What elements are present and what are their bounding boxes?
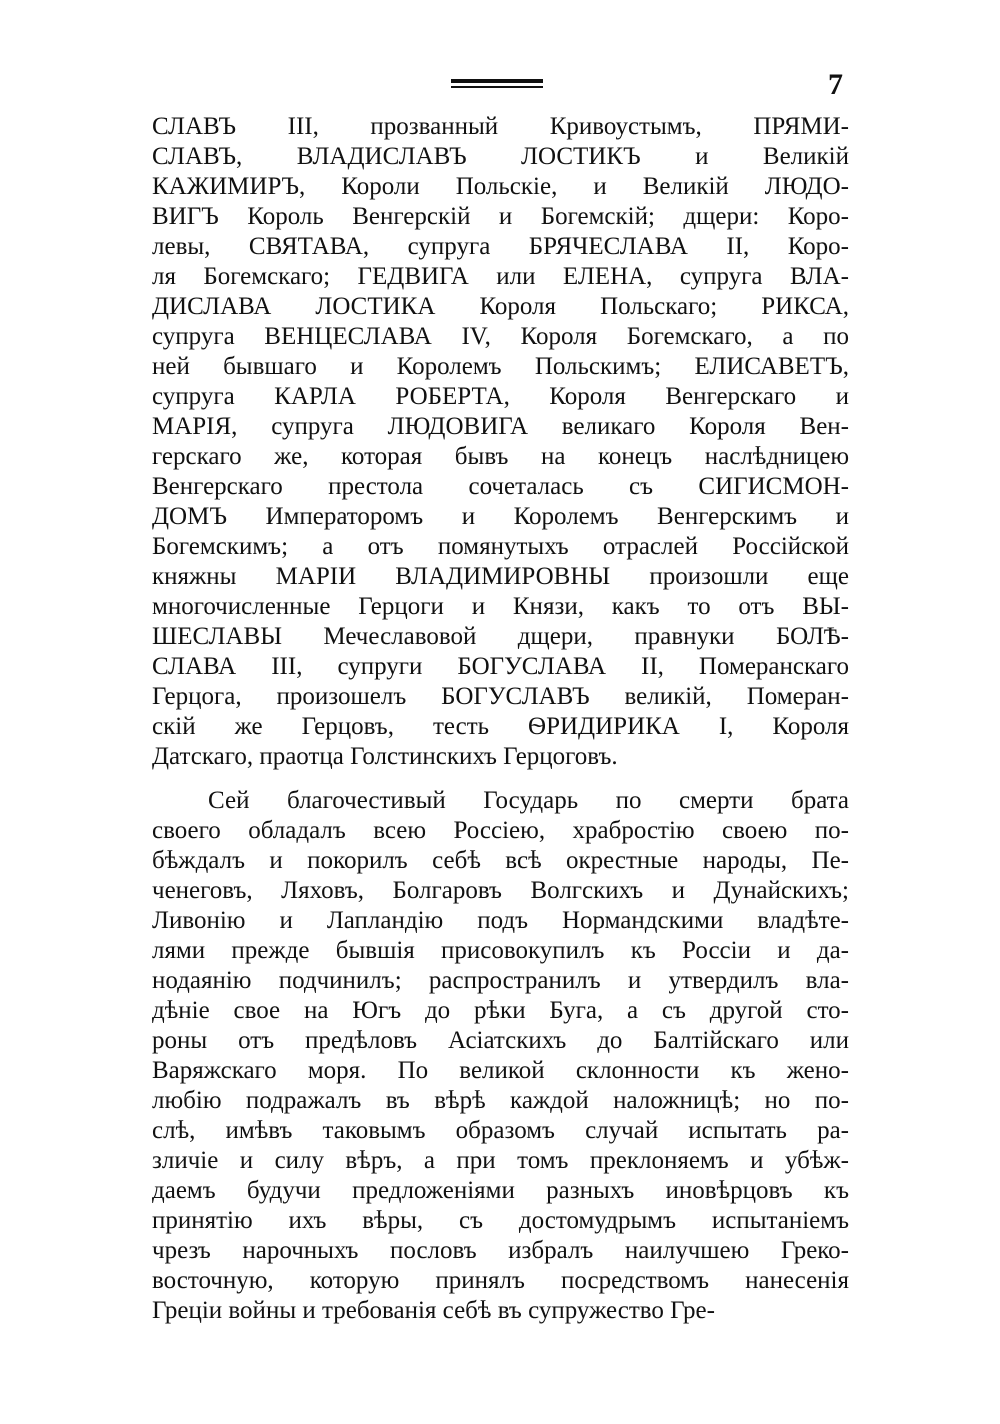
text-line: зличіе и силу вѣръ, а при томъ преклоняемъ и убѣж- — [152, 1147, 849, 1174]
text-line: чрезъ нарочныхъ пословъ избралъ наилучшею Греко- — [152, 1237, 849, 1264]
text-line: лями прежде бывшія присовокупилъ къ Россіи и да- — [152, 937, 849, 964]
text-line: княжны МАРІИ ВЛАДИМИРОВНЫ произошли еще — [152, 563, 849, 590]
text-line: ченеговъ, Ляховъ, Болгаровъ Волгскихъ и Дунайскихъ; — [152, 877, 849, 904]
text-line: ДИСЛАВА ЛОСТИКА Короля Польскаго; РИКСА, — [152, 293, 849, 320]
text-line: своего обладалъ всею Россіею, храбростію своею по- — [152, 817, 849, 844]
paragraph-1 — [152, 112, 849, 772]
page-number: 7 — [828, 68, 843, 101]
text-line: Богемскимъ; а отъ помянутыхъ отраслей Россійской — [152, 533, 849, 560]
header-ornament-rule — [451, 79, 543, 88]
text-line: ля Богемскаго; ГЕДВИГА или ЕЛЕНА, супруга ВЛА- — [152, 263, 849, 290]
paragraph-2 — [152, 786, 849, 1326]
text-line: нодаянію подчинилъ; распространилъ и утвердилъ вла- — [152, 967, 849, 994]
text-line: принятію ихъ вѣры, съ достомудрымъ испытаніемъ — [152, 1207, 849, 1234]
text-line: бѣждалъ и покорилъ себѣ всѣ окрестные народы, Пе- — [152, 847, 849, 874]
text-line: ДОМЪ Императоромъ и Королемъ Венгерскимъ и — [152, 503, 849, 530]
text-line: МАРІЯ, супруга ЛЮДОВИГА великаго Короля Вен- — [152, 413, 849, 440]
text-line: Герцога, произошелъ БОГУСЛАВЪ великій, Померан- — [152, 683, 849, 710]
text-line: ВИГЪ Король Венгерскій и Богемскій; дщери: Коро- — [152, 203, 849, 230]
text-line: Варяжскаго моря. По великой склонности къ жено- — [152, 1057, 849, 1084]
text-line: левы, СВЯТАВА, супруга БРЯЧЕСЛАВА II, Коро- — [152, 233, 849, 260]
text-line: слѣ, имѣвъ таковымъ образомъ случай испытать ра- — [152, 1117, 849, 1144]
text-line: ней бывшаго и Королемъ Польскимъ; ЕЛИСАВЕТЪ, — [152, 353, 849, 380]
text-line: СЛАВА III, супруги БОГУСЛАВА II, Померанскаго — [152, 653, 849, 680]
text-line: супруга КАРЛА РОБЕРТА, Короля Венгерскаго и — [152, 383, 849, 410]
text-line: любію подражалъ въ вѣрѣ каждой наложницѣ; но по- — [152, 1087, 849, 1114]
text-line: Сей благочестивый Государь по смерти брата — [208, 787, 849, 814]
text-line: КАЖИМИРЪ, Короли Польскіе, и Великій ЛЮДО- — [152, 173, 849, 200]
text-line: СЛАВЪ, ВЛАДИСЛАВЪ ЛОСТИКЪ и Великій — [152, 143, 849, 170]
text-line: СЛАВЪ III, прозванный Кривоустымъ, ПРЯМИ- — [152, 113, 849, 140]
text-line: Венгерскаго престола сочеталась съ СИГИСМОН- — [152, 473, 849, 500]
text-line: супруга ВЕНЦЕСЛАВА IV, Короля Богемскаго, а по — [152, 323, 849, 350]
text-line: ШЕСЛАВЫ Мечеславовой дщери, правнуки БОЛѢ- — [152, 623, 849, 650]
text-line: скій же Герцовъ, тесть ѲРИДИРИКА I, Короля — [152, 713, 849, 740]
text-line: Датскаго, праотца Голстинскихъ Герцоговъ. — [152, 743, 618, 770]
text-line: даемъ будучи предложеніями разныхъ иновѣрцовъ къ — [152, 1177, 849, 1204]
text-line: герскаго же, которая бывъ на конецъ наслѣдницею — [152, 443, 849, 470]
text-line: Греціи войны и требованія себѣ въ супружество Гре- — [152, 1297, 715, 1324]
text-line: роны отъ предѣловъ Асіатскихъ до Балтійскаго или — [152, 1027, 849, 1054]
text-line: многочисленные Герцоги и Князи, какъ то отъ ВЫ- — [152, 593, 849, 620]
text-line: Ливонію и Лапландію подъ Нормандскими владѣте- — [152, 907, 849, 934]
text-line: дѣніе свое на Югъ до рѣки Буга, а съ другой сто- — [152, 997, 849, 1024]
text-line: восточную, которую принялъ посредствомъ нанесенія — [152, 1267, 849, 1294]
